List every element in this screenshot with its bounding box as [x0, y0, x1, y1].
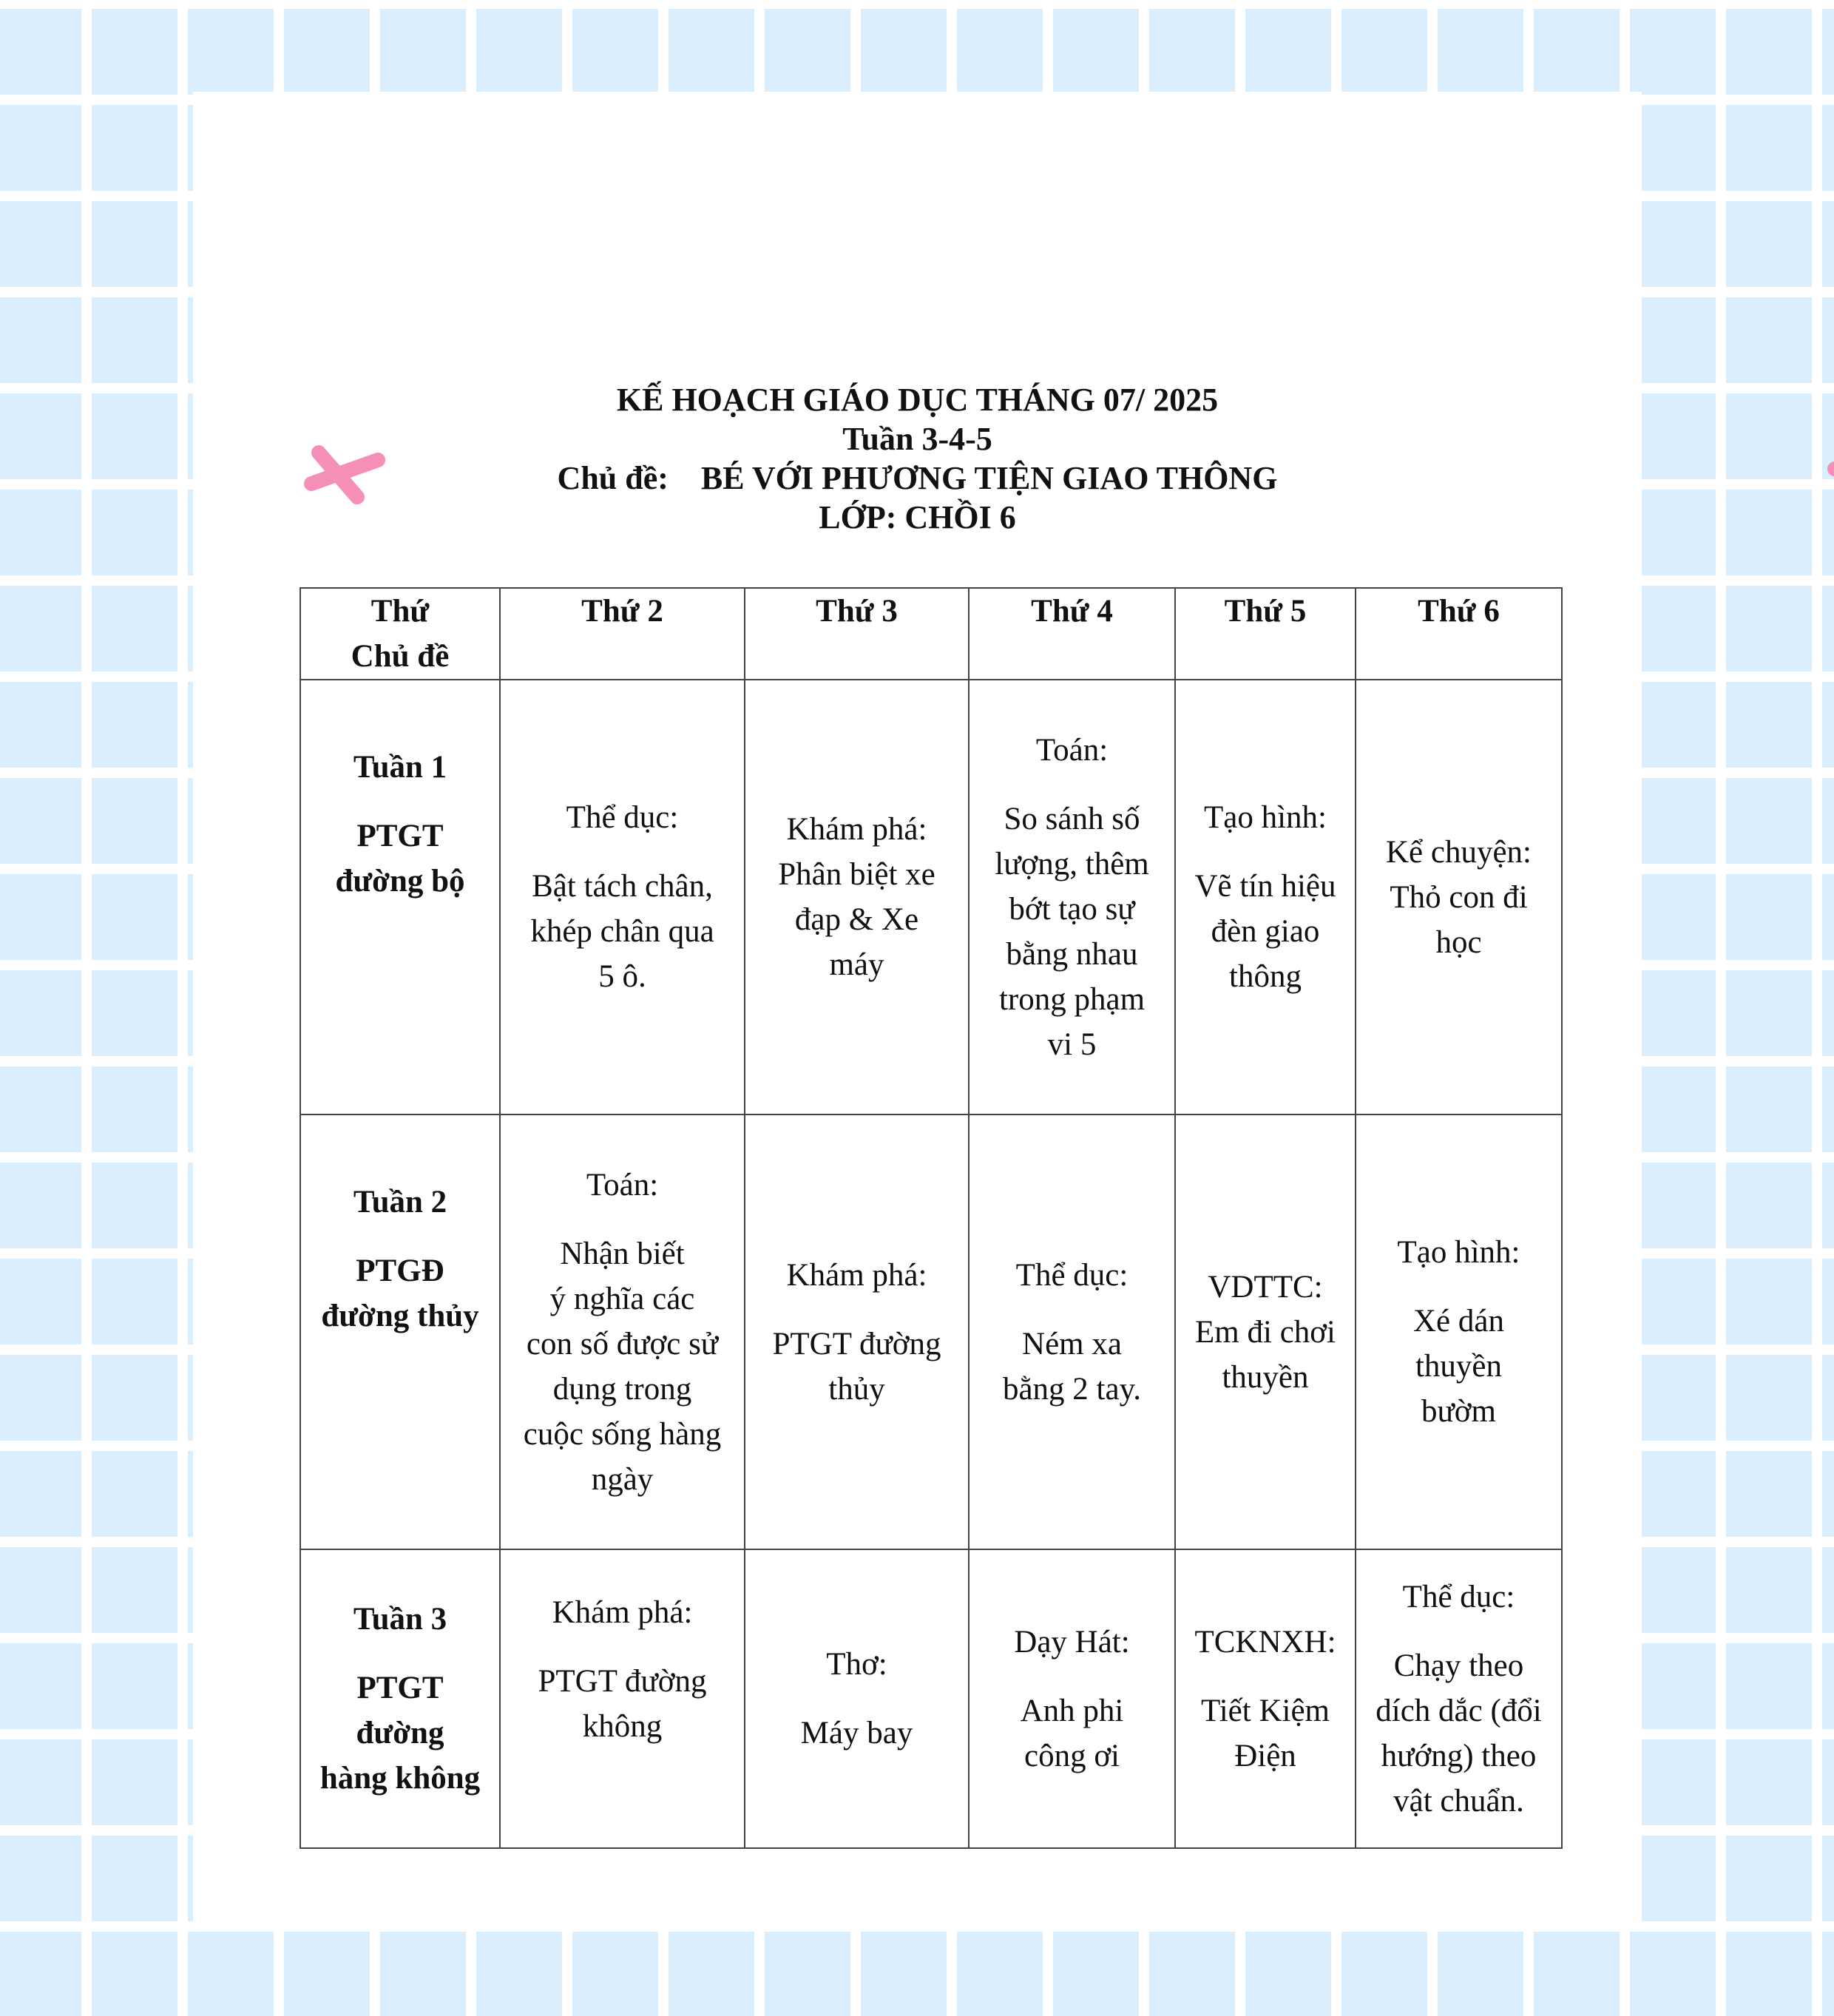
activity-cell	[1175, 1114, 1356, 1549]
activity-cell	[745, 1114, 969, 1549]
week-topic: PTGT đường bộ	[335, 819, 465, 899]
table-row	[300, 1114, 1562, 1549]
day-header: Thứ 3	[745, 588, 969, 680]
document-page	[193, 92, 1642, 1927]
week-label: Tuần 2	[353, 1185, 447, 1220]
activity-cell	[745, 1549, 969, 1848]
activity-title: Tạo hình:	[1204, 800, 1327, 835]
week-cell	[300, 680, 500, 1114]
activity-cell	[745, 680, 969, 1114]
theme-subtitle: Chủ đề: BÉ VỚI PHƯƠNG TIỆN GIAO THÔNG	[557, 460, 1278, 496]
activity-title: Dạy Hát:	[1014, 1624, 1130, 1660]
lesson-plan-table	[300, 587, 1563, 1849]
day-header: Thứ 2	[500, 588, 745, 680]
activity-cell	[1356, 680, 1562, 1114]
activity-body: So sánh số lượng, thêm bớt tạo sự bằng nhau trong phạm vi 5	[995, 801, 1149, 1062]
activity-title: Khám phá: Phân biệt xe đạp & Xe máy	[778, 812, 935, 982]
week-label: Tuần 3	[353, 1602, 447, 1637]
table-header-row	[300, 588, 1562, 680]
activity-cell	[969, 680, 1175, 1114]
day-header: Thứ 5	[1175, 588, 1356, 680]
day-header: Thứ 4	[969, 588, 1175, 680]
activity-title: Thể dục:	[566, 800, 679, 835]
activity-title: Toán:	[1035, 732, 1109, 768]
activity-cell	[1356, 1114, 1562, 1549]
activity-cell	[969, 1114, 1175, 1549]
activity-cell	[500, 680, 745, 1114]
pink-cross-decoration-right	[1827, 439, 1834, 506]
page-title: KẾ HOẠCH GIÁO DỤC THÁNG 07/ 2025	[616, 382, 1219, 418]
activity-title: VDTTC: Em đi chơi thuyền	[1195, 1269, 1336, 1395]
activity-cell	[1175, 1549, 1356, 1848]
activity-body: Tiết Kiệm Điện	[1200, 1693, 1330, 1773]
week-label: Tuần 1	[353, 750, 447, 785]
activity-title: Khám phá:	[552, 1595, 693, 1630]
table-row	[300, 680, 1562, 1114]
document-header	[193, 380, 1642, 537]
activity-body: Anh phi công ơi	[1020, 1693, 1124, 1773]
activity-title: Kể chuyện: Thỏ con đi học	[1385, 834, 1532, 960]
weeks-subtitle: Tuần 3-4-5	[842, 421, 992, 457]
activity-body: Nhận biết ý nghĩa các con số được sử dụng trong cuộc sống hàng ngày	[523, 1236, 722, 1497]
activity-body: PTGT đường không	[538, 1664, 707, 1744]
activity-cell	[1356, 1549, 1562, 1848]
class-subtitle: LỚP: CHỒI 6	[819, 499, 1016, 535]
week-topic: PTGT đường hàng không	[319, 1671, 481, 1796]
activity-cell	[500, 1549, 745, 1848]
activity-title: Thể dục:	[1402, 1579, 1515, 1614]
corner-header: Thứ Chủ đề	[300, 588, 500, 680]
activity-title: Khám phá:	[786, 1257, 927, 1293]
activity-body: Chạy theo dích dắc (đổi hướng) theo vật chuẩn.	[1376, 1648, 1542, 1819]
activity-body: Ném xa bằng 2 tay.	[1002, 1326, 1142, 1407]
activity-body: Bật tách chân, khép chân qua 5 ô.	[530, 869, 714, 994]
activity-body: Vẽ tín hiệu đèn giao thông	[1194, 869, 1336, 994]
activity-title: Tạo hình:	[1397, 1235, 1520, 1270]
activity-cell	[1175, 680, 1356, 1114]
activity-body: PTGT đường thủy	[772, 1326, 941, 1407]
week-cell	[300, 1549, 500, 1848]
activity-title: TCKNXH:	[1194, 1624, 1336, 1660]
week-cell	[300, 1114, 500, 1549]
activity-title: Thơ:	[826, 1647, 887, 1682]
activity-title: Toán:	[586, 1167, 659, 1203]
activity-title: Thể dục:	[1015, 1257, 1129, 1293]
day-header: Thứ 6	[1356, 588, 1562, 680]
activity-body: Xé dán thuyền bườm	[1413, 1304, 1504, 1429]
activity-cell	[969, 1549, 1175, 1848]
week-topic: PTGĐ đường thủy	[321, 1254, 479, 1333]
activity-cell	[500, 1114, 745, 1549]
table-row	[300, 1549, 1562, 1848]
activity-body: Máy bay	[800, 1716, 913, 1751]
